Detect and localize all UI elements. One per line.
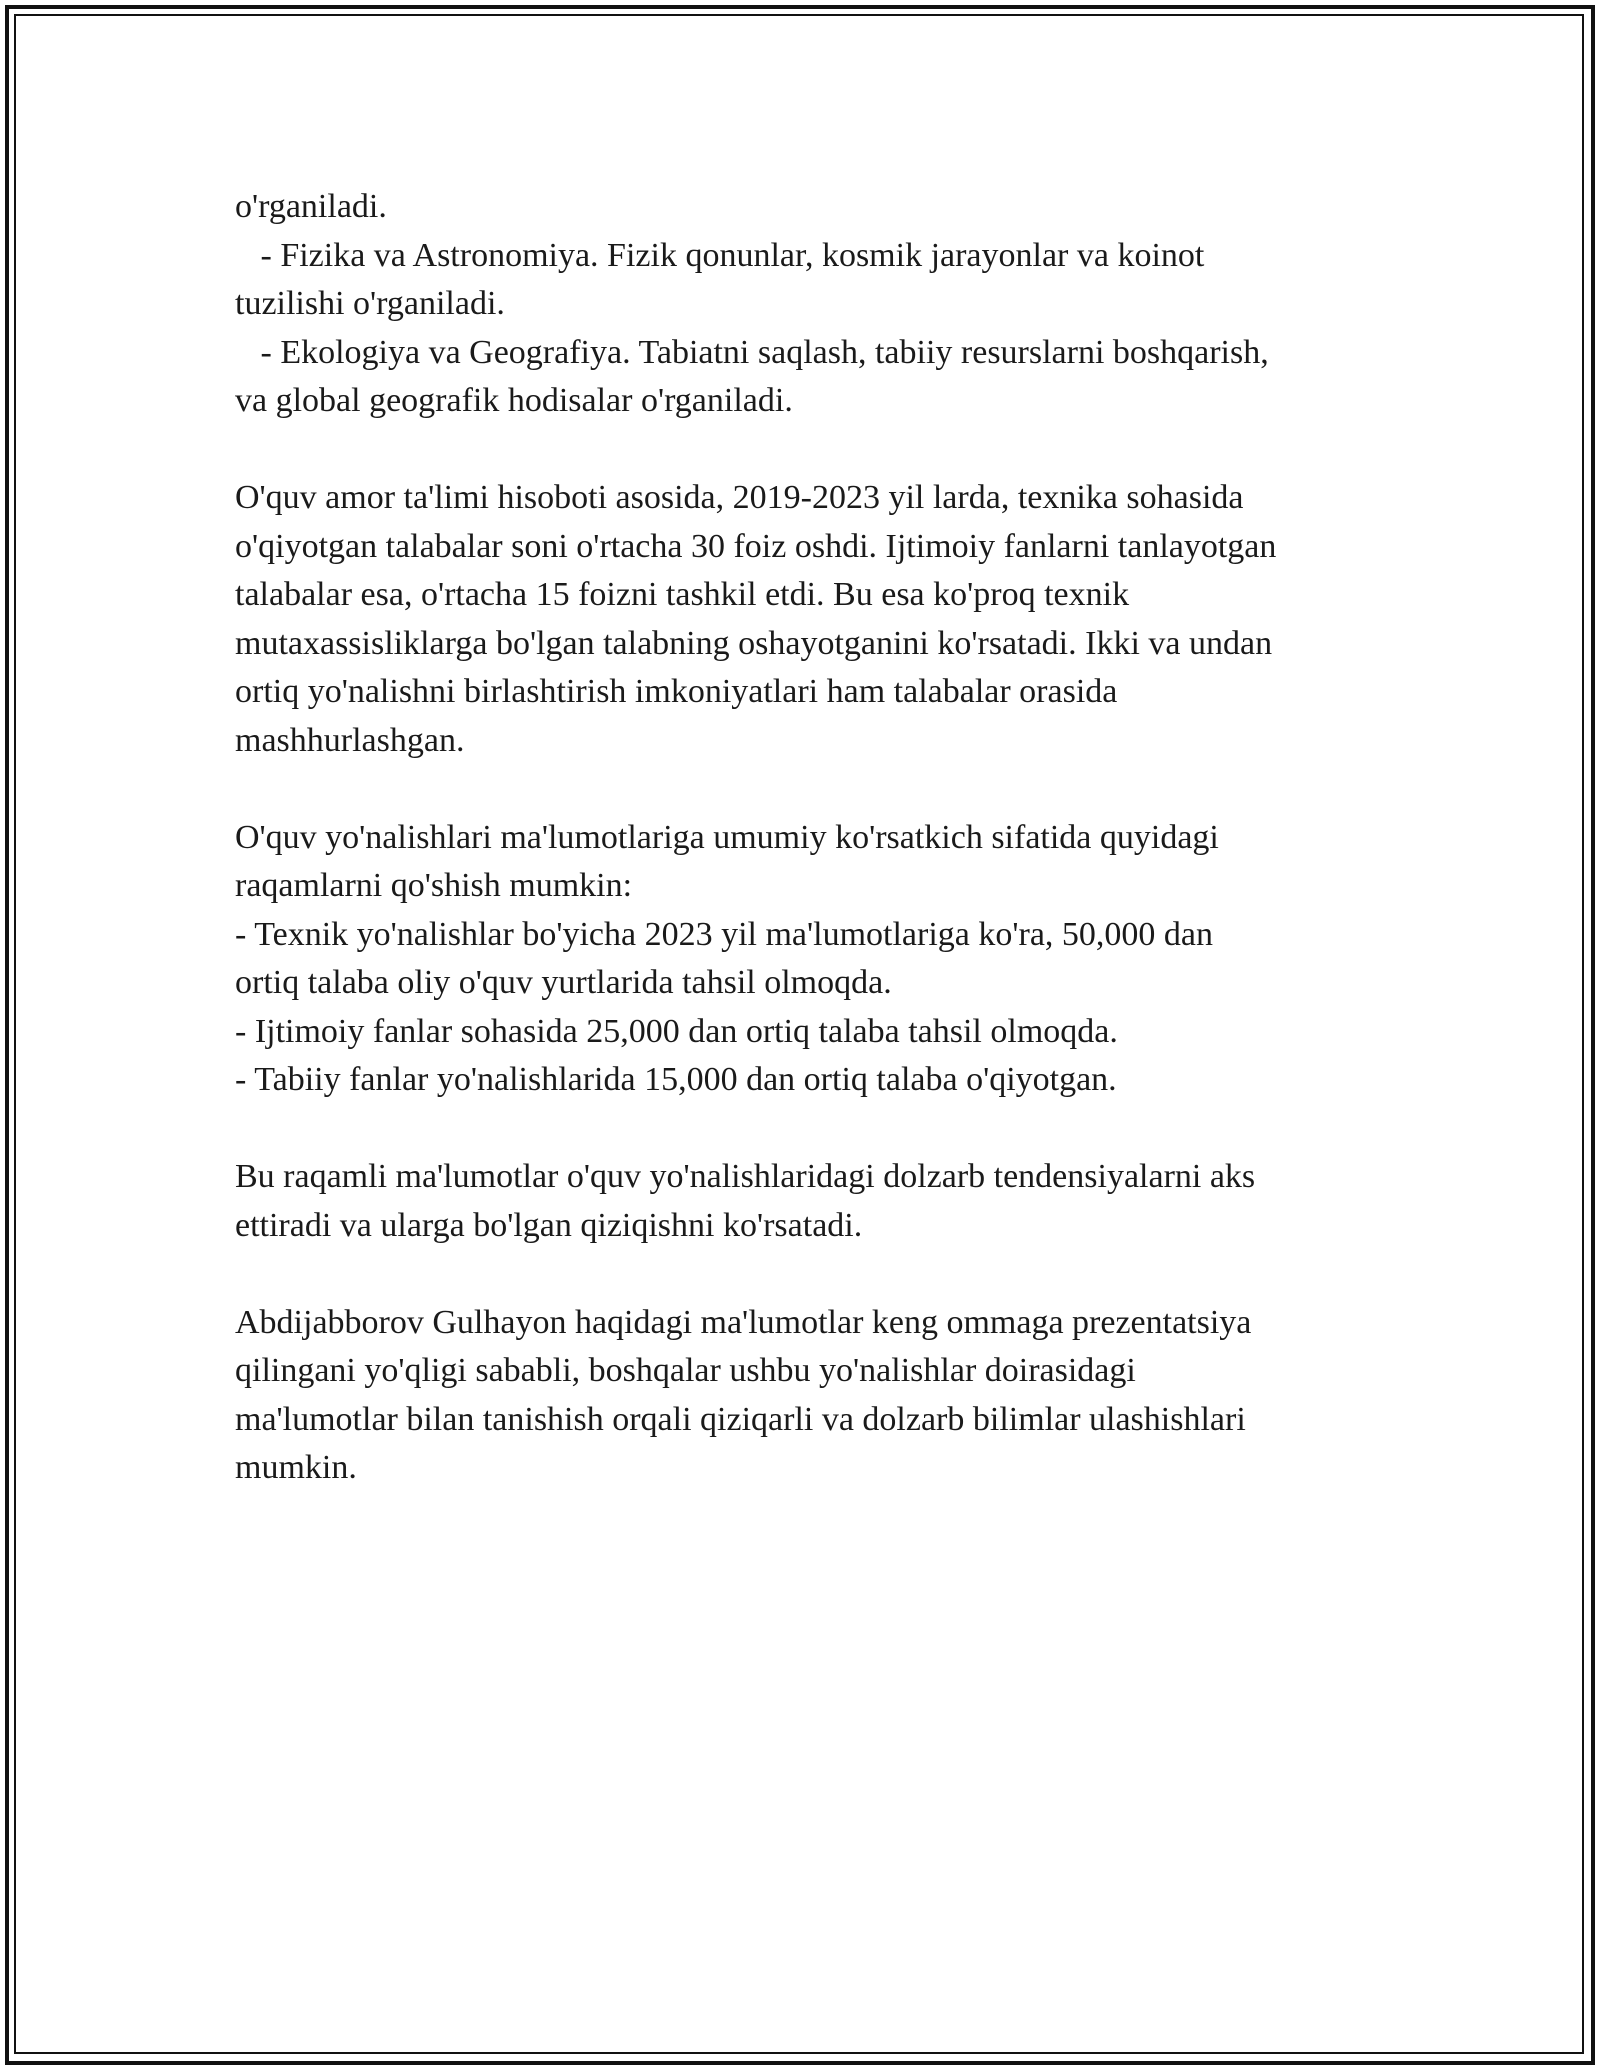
text-line: tuzilishi o'rganiladi.	[235, 285, 505, 322]
text-line: mutaxassisliklarga bo'lgan talabning oshayotganini ko'rsatadi. Ikki va undan	[235, 624, 1273, 662]
text-line: o'qiyotgan talabalar soni o'rtacha 30 foiz oshdi. Ijtimoiy fanlarni tanlayotgan	[235, 527, 1277, 565]
text-line: o'rganiladi.	[235, 188, 387, 225]
text-line: ettiradi va ularga bo'lgan qiziqishni ko'rsatadi.	[235, 1206, 863, 1244]
paragraph-gap	[235, 1250, 1385, 1299]
list-item-line: - Ijtimoiy fanlar sohasida 25,000 dan ortiq talaba tahsil olmoqda.	[235, 1012, 1118, 1050]
paragraph-trends	[235, 1153, 1385, 1250]
text-line: mumkin.	[235, 1449, 357, 1486]
list-item-line: - Fizika va Astronomiya. Fizik qonunlar, kosmik jarayonlar va koinot	[235, 236, 1205, 274]
text-line: ortiq yo'nalishni birlashtirish imkoniyatlari ham talabalar orasida	[235, 673, 1118, 710]
text-line: qilingani yo'qligi sababli, boshqalar ushbu yo'nalishlar doirasidagi	[235, 1352, 1136, 1389]
text-line: mashhurlashgan.	[235, 721, 465, 759]
text-line: ma'lumotlar bilan tanishish orqali qiziqarli va dolzarb bilimlar ulashishlari	[235, 1400, 1246, 1438]
document-body	[235, 183, 1385, 1493]
text-line: talabalar esa, o'rtacha 15 foizni tashkil etdi. Bu esa ko'proq texnik	[235, 576, 1130, 613]
text-line: Bu raqamli ma'lumotlar o'quv yo'nalishlaridagi dolzarb tendensiyalarni aks	[235, 1158, 1256, 1195]
list-continuation-block	[235, 183, 1385, 426]
text-line: raqamlarni qo'shish mumkin:	[235, 867, 633, 904]
text-line: ortiq talaba oliy o'quv yurtlarida tahsil olmoqda.	[235, 964, 892, 1001]
text-line: O'quv yo'nalishlari ma'lumotlariga umumiy ko'rsatkich sifatida quyidagi	[235, 818, 1219, 856]
text-line: va global geografik hodisalar o'rganiladi.	[235, 382, 793, 419]
paragraph-gap	[235, 765, 1385, 814]
paragraph-closing	[235, 1299, 1385, 1493]
text-line: O'quv amor ta'limi hisoboti asosida, 2019-2023 yil larda, texnika sohasida	[235, 479, 1244, 516]
list-item-line: - Tabiiy fanlar yo'nalishlarida 15,000 dan ortiq talaba o'qiyotgan.	[235, 1061, 1117, 1098]
text-line: Abdijabborov Gulhayon haqidagi ma'lumotlar keng ommaga prezentatsiya	[235, 1303, 1252, 1341]
paragraph-gap	[235, 1105, 1385, 1154]
list-item-line: - Texnik yo'nalishlar bo'yicha 2023 yil ma'lumotlariga ko'ra, 50,000 dan	[235, 915, 1214, 953]
paragraph-statistics	[235, 814, 1385, 1105]
list-item-line: - Ekologiya va Geografiya. Tabiatni saqlash, tabiiy resurslarni boshqarish,	[235, 333, 1269, 371]
paragraph-gap	[235, 426, 1385, 475]
paragraph-growth-report	[235, 474, 1385, 765]
